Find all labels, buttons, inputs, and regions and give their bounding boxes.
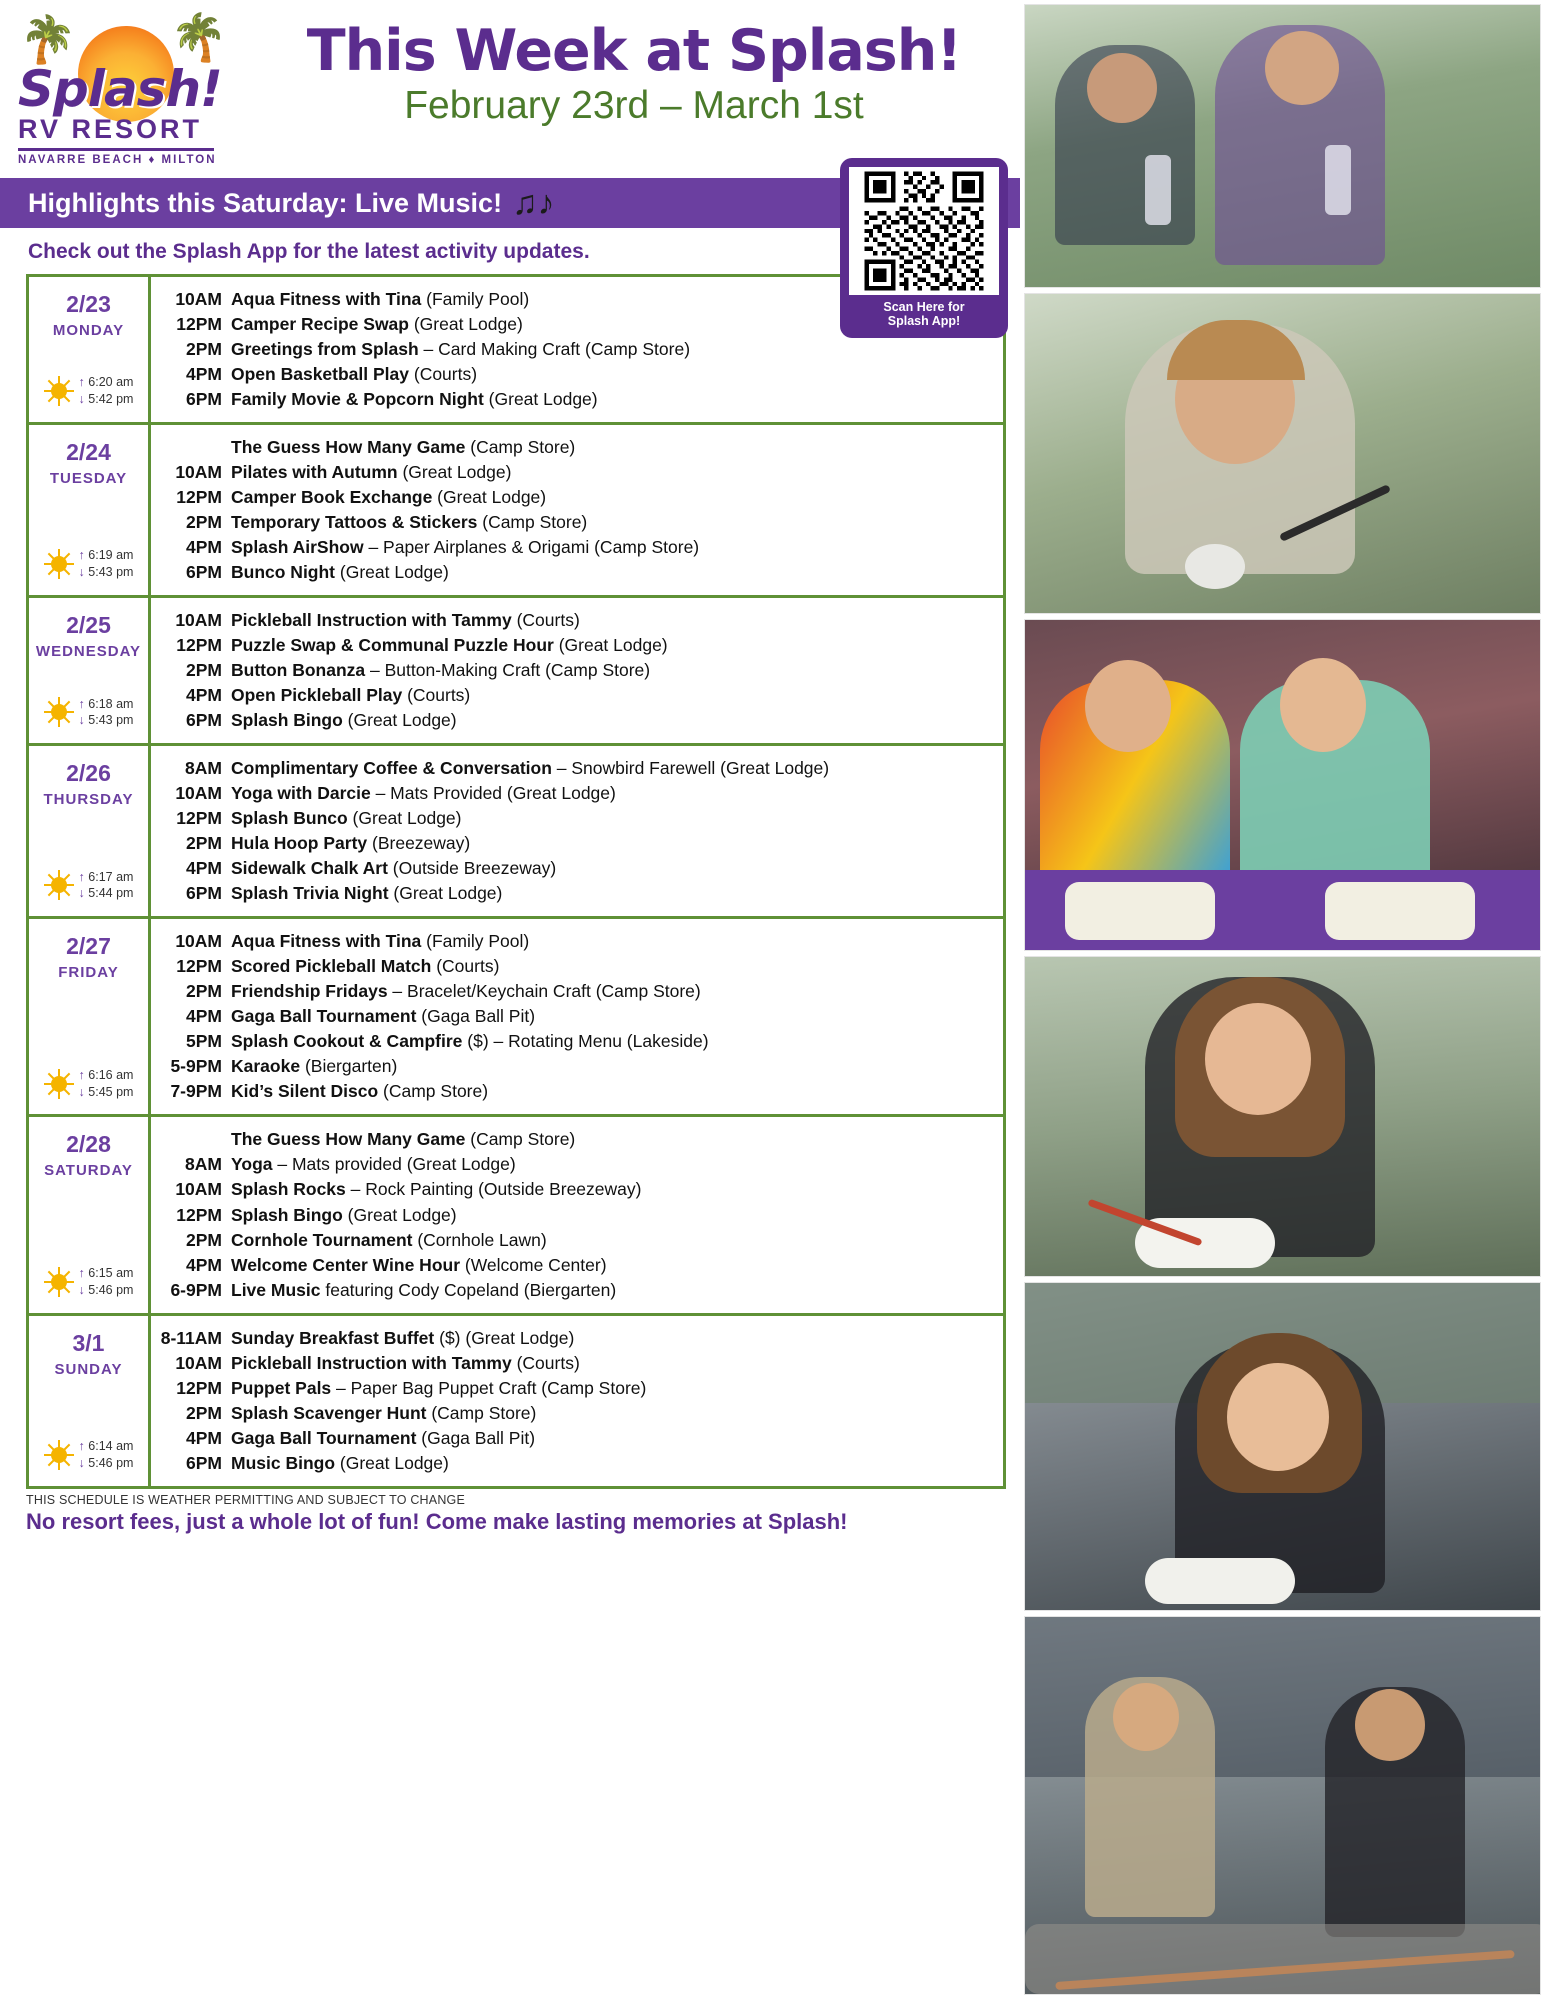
event-item	[157, 683, 995, 708]
event-detail: ($) – Rotating Menu (Lakeside)	[462, 1031, 709, 1052]
day-column	[29, 1316, 151, 1486]
event-time: 4PM	[186, 537, 222, 558]
event-item	[157, 1426, 995, 1451]
logo-divider	[18, 148, 214, 151]
event-name: Button Bonanza	[231, 660, 366, 681]
sunrise-time: 6:19 am	[88, 548, 134, 563]
event-time: 6PM	[186, 710, 222, 731]
app-note: Check out the Splash App for the latest activity updates.	[28, 240, 590, 263]
event-name: Gaga Ball Tournament	[231, 1427, 417, 1448]
photo-rail	[1020, 0, 1545, 1999]
event-name: Hula Hoop Party	[231, 833, 368, 854]
event-detail: (Great Lodge)	[347, 808, 462, 829]
day-date: 2/25	[66, 612, 111, 639]
music-note-icon: ♫♪	[512, 183, 555, 222]
sunrise-time: 6:18 am	[88, 696, 134, 711]
qr-code-block[interactable]	[840, 158, 1008, 338]
photo-couple-bingo	[1024, 619, 1541, 951]
event-item	[157, 485, 995, 510]
event-time: 10AM	[175, 289, 222, 309]
day-column	[29, 746, 151, 916]
photo-kids-with-bottles	[1024, 4, 1541, 288]
photo-kids-outdoors	[1024, 1282, 1541, 1611]
event-time: 12PM	[176, 487, 222, 508]
event-name: Music Bingo	[231, 1452, 336, 1473]
day-name: FRIDAY	[58, 964, 119, 982]
event-detail: (Cornhole Lawn)	[412, 1229, 547, 1250]
event-detail: – Paper Airplanes & Origami (Camp Store)	[363, 537, 700, 558]
day-row	[29, 598, 1003, 746]
event-detail: (Courts)	[511, 1352, 580, 1373]
day-date: 2/28	[66, 1131, 111, 1158]
event-detail: – Mats Provided (Great Lodge)	[370, 783, 616, 804]
event-detail: – Mats provided (Great Lodge)	[272, 1154, 516, 1175]
event-detail: – Card Making Craft (Camp Store)	[418, 339, 691, 360]
logo	[0, 8, 248, 166]
sunset-time: 5:45 pm	[88, 1084, 134, 1099]
sun-times: ↑ 6:18 am ↓ 5:43 pm	[33, 696, 144, 736]
event-item	[157, 1127, 995, 1152]
event-item	[157, 856, 995, 881]
event-time: 12PM	[176, 956, 222, 977]
event-time: 4PM	[186, 1006, 222, 1027]
event-time	[157, 435, 231, 460]
event-time: 2PM	[186, 660, 222, 681]
qr-caption-line1: Scan Here for	[883, 300, 965, 314]
event-name: Splash Scavenger Hunt	[231, 1402, 427, 1423]
event-name: Family Movie & Popcorn Night	[231, 389, 484, 410]
event-time: 5PM	[186, 1031, 222, 1052]
event-time: 2PM	[186, 981, 222, 1002]
event-item	[157, 1451, 995, 1476]
event-name: Open Basketball Play	[231, 364, 409, 385]
event-name: Puzzle Swap & Communal Puzzle Hour	[231, 635, 554, 656]
day-row	[29, 746, 1003, 919]
event-time: 2PM	[186, 512, 222, 533]
event-detail: (Courts)	[402, 685, 471, 706]
event-time: 12PM	[176, 1204, 222, 1225]
event-detail: (Welcome Center)	[460, 1254, 607, 1275]
sunrise-time: 6:16 am	[88, 1067, 134, 1082]
sun-icon	[44, 376, 74, 406]
event-detail: (Great Lodge)	[483, 389, 598, 410]
event-time: 12PM	[176, 808, 222, 829]
schedule-table	[26, 274, 1006, 1489]
event-name: Temporary Tattoos & Stickers	[231, 512, 478, 533]
sunset-time: 5:42 pm	[88, 392, 134, 407]
event-item	[157, 979, 995, 1004]
day-date: 2/24	[66, 439, 111, 466]
event-item	[157, 362, 995, 387]
event-name: Karaoke	[231, 1056, 301, 1077]
event-name: Scored Pickleball Match	[231, 956, 432, 977]
event-item	[157, 460, 995, 485]
event-name: Live Music	[231, 1279, 321, 1300]
qr-code-svg	[849, 167, 999, 295]
event-time: 2PM	[186, 1402, 222, 1423]
day-date: 2/27	[66, 933, 111, 960]
event-detail: (Breezeway)	[367, 833, 471, 854]
event-detail: (Outside Breezeway)	[387, 858, 557, 879]
event-detail: (Gaga Ball Pit)	[416, 1427, 536, 1448]
event-detail: (Great Lodge)	[553, 635, 668, 656]
event-name: Splash Trivia Night	[231, 883, 389, 904]
day-column	[29, 919, 151, 1114]
sun-icon	[44, 870, 74, 900]
event-detail: (Great Lodge)	[342, 710, 457, 731]
event-name: Camper Recipe Swap	[231, 314, 409, 335]
event-detail: (Courts)	[409, 364, 478, 385]
day-row	[29, 919, 1003, 1117]
event-time: 12PM	[176, 1377, 222, 1398]
event-time	[157, 1127, 231, 1152]
event-time: 10AM	[175, 1179, 222, 1200]
event-item	[157, 535, 995, 560]
day-date: 2/23	[66, 291, 111, 317]
event-detail: (Camp Store)	[465, 437, 576, 458]
logo-locations	[18, 154, 248, 166]
qr-caption	[849, 300, 999, 329]
date-range: February 23rd – March 1st	[404, 83, 864, 127]
sun-times: ↑ 6:14 am ↓ 5:46 pm	[33, 1438, 144, 1478]
day-name: MONDAY	[52, 322, 125, 339]
event-item	[157, 1054, 995, 1079]
event-item	[157, 1326, 995, 1351]
qr-code-image[interactable]	[849, 167, 999, 295]
event-detail: (Courts)	[511, 610, 580, 631]
event-item	[157, 1253, 995, 1278]
event-time: 4PM	[186, 858, 222, 879]
day-name: SATURDAY	[44, 1162, 133, 1180]
event-name: Camper Book Exchange	[231, 487, 433, 508]
day-row	[29, 1117, 1003, 1315]
day-date: 2/26	[66, 760, 111, 787]
day-column	[29, 1117, 151, 1312]
day-name: SUNDAY	[54, 1360, 123, 1378]
event-time: 10AM	[175, 783, 222, 804]
event-time: 8AM	[185, 1154, 222, 1175]
event-item	[157, 510, 995, 535]
logo-location-right: MILTON	[161, 154, 217, 166]
event-item	[157, 1152, 995, 1177]
highlight-text: Highlights this Saturday: Live Music!	[28, 187, 503, 218]
event-detail: (Camp Store)	[378, 1081, 489, 1102]
event-item	[157, 1351, 995, 1376]
event-time: 6-9PM	[170, 1279, 222, 1300]
palm-tree-icon: 🌴	[170, 11, 228, 63]
event-name: Aqua Fitness with Tina	[231, 931, 422, 952]
event-name: Aqua Fitness with Tina	[231, 289, 422, 309]
sunrise-time: 6:15 am	[88, 1265, 134, 1280]
event-name: Splash Rocks	[231, 1179, 346, 1200]
event-time: 6PM	[186, 1452, 222, 1473]
day-events	[151, 919, 1003, 1114]
event-detail: (Family Pool)	[421, 931, 530, 952]
event-item	[157, 1228, 995, 1253]
event-detail: (Family Pool)	[421, 289, 530, 309]
sun-icon	[44, 697, 74, 727]
day-column	[29, 425, 151, 595]
event-item	[157, 954, 995, 979]
event-time: 10AM	[175, 931, 222, 952]
event-detail: (Camp Store)	[426, 1402, 537, 1423]
event-item	[157, 708, 995, 733]
event-name: Splash Bunco	[231, 808, 348, 829]
event-item	[157, 831, 995, 856]
header	[0, 0, 1020, 178]
event-name: The Guess How Many Game	[231, 1129, 466, 1150]
event-name: Sidewalk Chalk Art	[231, 858, 388, 879]
event-detail: (Biergarten)	[300, 1056, 398, 1077]
event-item	[157, 387, 995, 412]
event-item	[157, 806, 995, 831]
palm-tree-icon: 🌴	[20, 13, 78, 65]
event-time: 4PM	[186, 1427, 222, 1448]
disclaimer-text: THIS SCHEDULE IS WEATHER PERMITTING AND SUBJECT TO CHANGE	[26, 1492, 466, 1507]
sunset-time: 5:43 pm	[88, 713, 134, 728]
event-item	[157, 1029, 995, 1054]
footer	[0, 1489, 1020, 1535]
event-detail: (Great Lodge)	[432, 487, 547, 508]
sun-times: ↑ 6:15 am ↓ 5:46 pm	[33, 1265, 144, 1305]
day-events	[151, 1117, 1003, 1312]
event-item	[157, 633, 995, 658]
sun-icon	[44, 1069, 74, 1099]
event-item	[157, 881, 995, 906]
logo-wordmark: Splash!	[18, 60, 222, 118]
event-item	[157, 337, 995, 362]
sun-times: ↑ 6:17 am ↓ 5:44 pm	[33, 869, 144, 909]
tagline-text: No resort fees, just a whole lot of fun! Come make lasting memories at Splash!	[26, 1508, 848, 1534]
event-detail: featuring Cody Copeland (Biergarten)	[320, 1279, 617, 1300]
event-name: Puppet Pals	[231, 1377, 332, 1398]
photo-kids-playing	[1024, 1616, 1541, 1995]
sun-icon	[44, 1267, 74, 1297]
sun-times: ↑ 6:20 am ↓ 5:42 pm	[33, 374, 144, 414]
event-detail: (Great Lodge)	[397, 462, 512, 483]
event-name: Open Pickleball Play	[231, 685, 403, 706]
event-detail: – Button-Making Craft (Camp Store)	[365, 660, 651, 681]
event-detail: (Courts)	[431, 956, 500, 977]
event-time: 6PM	[186, 389, 222, 410]
event-name: Yoga	[231, 1154, 273, 1175]
event-name: Bunco Night	[231, 562, 336, 583]
event-time: 4PM	[186, 1254, 222, 1275]
sunset-time: 5:44 pm	[88, 886, 134, 901]
event-name: Kid’s Silent Disco	[231, 1081, 379, 1102]
event-item	[157, 929, 995, 954]
event-name: Friendship Fridays	[231, 981, 388, 1002]
event-detail: ($) (Great Lodge)	[434, 1327, 575, 1348]
event-time: 10AM	[175, 462, 222, 483]
event-time: 4PM	[186, 364, 222, 385]
sunrise-time: 6:17 am	[88, 869, 134, 884]
event-name: Greetings from Splash	[231, 339, 419, 360]
event-detail: (Camp Store)	[477, 512, 588, 533]
day-row	[29, 425, 1003, 598]
event-time: 12PM	[176, 635, 222, 656]
event-item	[157, 1376, 995, 1401]
photo-girl-painting	[1024, 956, 1541, 1277]
sun-icon	[44, 1440, 74, 1470]
event-detail: (Great Lodge)	[388, 883, 503, 904]
event-item	[157, 1203, 995, 1228]
event-detail: (Gaga Ball Pit)	[416, 1006, 536, 1027]
event-name: Splash Bingo	[231, 710, 343, 731]
event-name: Pickleball Instruction with Tammy	[231, 1352, 512, 1373]
event-time: 10AM	[175, 610, 222, 631]
day-events	[151, 598, 1003, 743]
event-name: Splash AirShow	[231, 537, 364, 558]
sunset-time: 5:46 pm	[88, 1282, 134, 1297]
event-name: Splash Bingo	[231, 1204, 343, 1225]
sun-times: ↑ 6:16 am ↓ 5:45 pm	[33, 1067, 144, 1107]
sun-times: ↑ 6:19 am ↓ 5:43 pm	[33, 547, 144, 587]
event-time: 6PM	[186, 562, 222, 583]
event-detail: – Rock Painting (Outside Breezeway)	[345, 1179, 642, 1200]
event-name: Gaga Ball Tournament	[231, 1006, 417, 1027]
day-events	[151, 1316, 1003, 1486]
event-name: Yoga with Darcie	[231, 783, 371, 804]
sunset-time: 5:46 pm	[88, 1455, 134, 1470]
event-time: 8-11AM	[160, 1327, 222, 1348]
photo-boy-painting-rock	[1024, 293, 1541, 614]
event-detail: (Great Lodge)	[408, 314, 523, 335]
day-row	[29, 1316, 1003, 1486]
event-name: Sunday Breakfast Buffet	[231, 1327, 435, 1348]
event-item	[157, 435, 995, 460]
event-name: Splash Cookout & Campfire	[231, 1031, 463, 1052]
event-time: 7-9PM	[170, 1081, 222, 1102]
event-time: 2PM	[186, 339, 222, 360]
event-name: Cornhole Tournament	[231, 1229, 413, 1250]
event-item	[157, 1079, 995, 1104]
event-name: Complimentary Coffee & Conversation	[231, 758, 552, 779]
sun-icon	[44, 549, 74, 579]
day-name: WEDNESDAY	[35, 643, 142, 661]
event-time: 5-9PM	[170, 1056, 222, 1077]
sunset-time: 5:43 pm	[88, 565, 134, 580]
event-detail: – Paper Bag Puppet Craft (Camp Store)	[331, 1377, 647, 1398]
event-time: 6PM	[186, 883, 222, 904]
day-name: THURSDAY	[43, 791, 134, 809]
day-events	[151, 425, 1003, 595]
day-column	[29, 277, 151, 422]
event-detail: – Snowbird Farewell (Great Lodge)	[551, 758, 830, 779]
event-item	[157, 1401, 995, 1426]
event-time: 10AM	[175, 1352, 222, 1373]
event-item	[157, 560, 995, 585]
event-item	[157, 756, 995, 781]
title-block	[248, 8, 1020, 128]
sunrise-time: 6:14 am	[88, 1438, 134, 1453]
event-item	[157, 608, 995, 633]
event-time: 2PM	[186, 833, 222, 854]
day-date: 3/1	[72, 1329, 105, 1356]
sunrise-time: 6:20 am	[88, 375, 134, 390]
event-name: Welcome Center Wine Hour	[231, 1254, 461, 1275]
event-item	[157, 1177, 995, 1202]
event-item	[157, 1004, 995, 1029]
event-time: 12PM	[176, 314, 222, 335]
event-name: Pickleball Instruction with Tammy	[231, 610, 512, 631]
event-item	[157, 781, 995, 806]
day-events	[151, 746, 1003, 916]
map-pin-icon: ♦	[148, 154, 157, 166]
event-item	[157, 1278, 995, 1303]
page-title: This Week at Splash!	[306, 18, 962, 84]
qr-caption-line2: Splash App!	[887, 314, 961, 329]
day-name: TUESDAY	[49, 470, 128, 488]
event-item	[157, 658, 995, 683]
logo-location-left: NAVARRE BEACH	[18, 154, 144, 166]
event-detail: (Great Lodge)	[335, 562, 449, 583]
event-detail: – Bracelet/Keychain Craft (Camp Store)	[387, 981, 701, 1002]
logo-subtitle: RV RESORT	[18, 114, 203, 144]
event-name: Pilates with Autumn	[231, 462, 398, 483]
event-detail: (Great Lodge)	[335, 1452, 449, 1473]
day-column	[29, 598, 151, 743]
event-detail: (Camp Store)	[465, 1129, 576, 1150]
event-time: 8AM	[185, 758, 222, 779]
event-time: 2PM	[186, 1229, 222, 1250]
event-time: 4PM	[186, 685, 222, 706]
event-detail: (Great Lodge)	[342, 1204, 457, 1225]
event-name: The Guess How Many Game	[231, 437, 466, 458]
